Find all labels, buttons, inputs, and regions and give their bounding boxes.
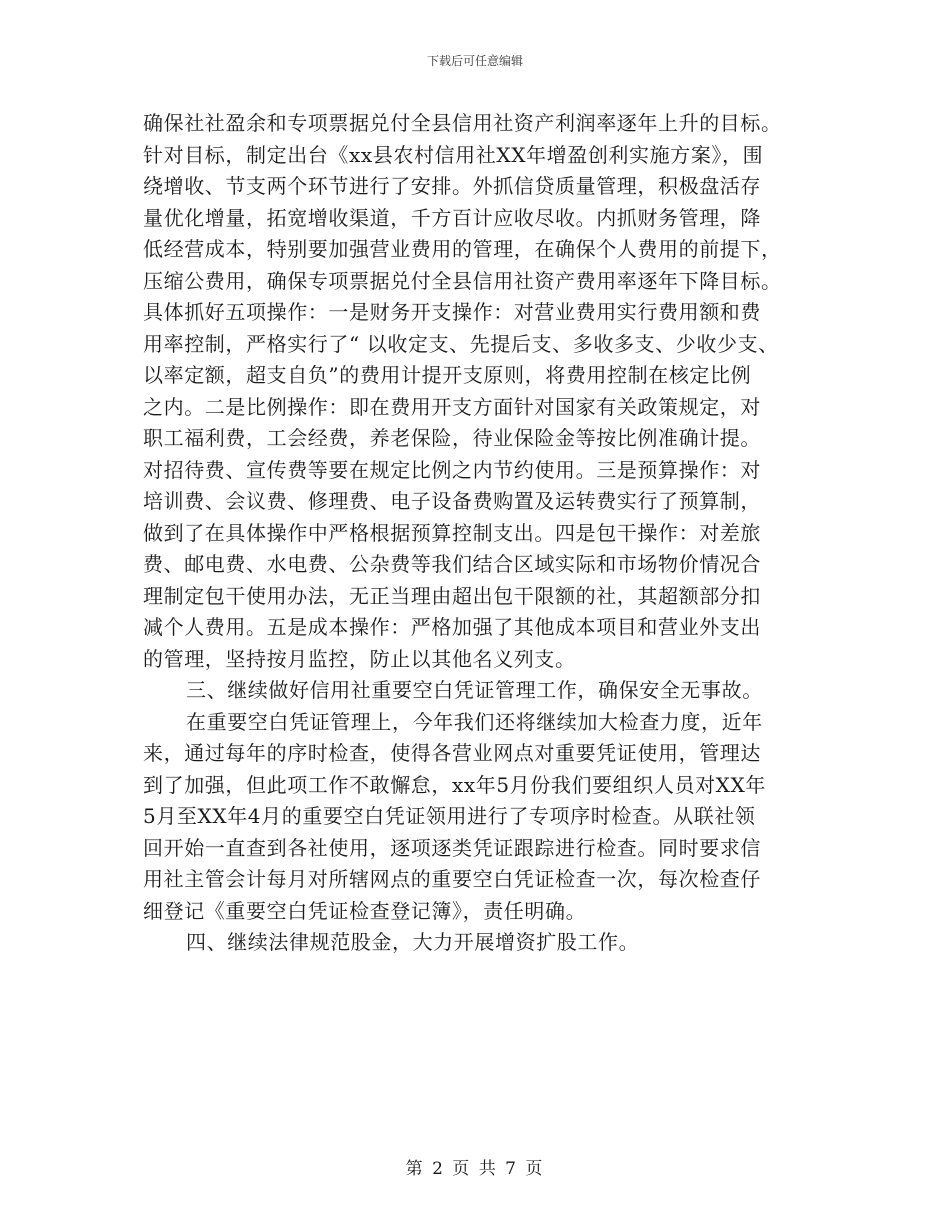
text-line: 压缩公费用，确保专项票据兑付全县信用社资产费用率逐年下降目标。 <box>143 268 782 293</box>
text-line: 培训费、会议费、修理费、电子设备费购置及运转费实行了预算制， <box>143 489 761 513</box>
text-line: 四、继续法律规范股金，大力开展增资扩股工作。 <box>186 930 640 954</box>
text-line: 用社主管会计每月对所辖网点的重要空白凭证检查一次，每次检查仔 <box>143 867 761 891</box>
text-line: 低经营成本，特别要加强营业费用的管理，在确保个人费用的前提下， <box>143 237 782 261</box>
text-line: 用率控制，严格实行了“ 以收定支、先提后支、多收多支、少收少支、 <box>143 331 779 356</box>
page-header: 下载后可任意编辑 <box>426 54 523 68</box>
text-line: 以率定额，超支自负”的费用计提开支原则，将费用控制在核定比例 <box>143 363 752 387</box>
text-line: 三、继续做好信用社重要空白凭证管理工作，确保安全无事故。 <box>186 678 763 702</box>
text-line: 具体抓好五项操作：一是财务开支操作：对营业费用实行费用额和费 <box>143 300 761 324</box>
text-line: 细登记《重要空白凭证检查登记簿》，责任明确。 <box>143 898 587 923</box>
text-line: 确保社社盈余和专项票据兑付全县信用社资产利润率逐年上升的目标。 <box>143 111 782 135</box>
text-line: 理制定包干使用办法，无正当理由超出包干限额的社，其超额部分扣 <box>143 583 761 608</box>
text-line: 量优化增量，拓宽增收渠道，千方百计应收尽收。内抓财务管理，降 <box>143 205 761 230</box>
text-line: 来，通过每年的序时检查，使得各营业网点对重要凭证使用，管理达 <box>143 741 761 765</box>
page-footer: 第 2 页 共 7 页 <box>405 1159 545 1179</box>
text-line: 针对目标，制定出台《xx县农村信用社XX年增盈创利实施方案》，围 <box>143 142 764 167</box>
text-line: 的管理，坚持按月监控，防止以其他名义列支。 <box>143 646 576 671</box>
text-line: 5月至XX年4月的重要空白凭证领用进行了专项序时检查。从联社领 <box>143 804 756 828</box>
text-line: 费、邮电费、水电费、公杂费等我们结合区域实际和市场物价情况合 <box>143 552 761 576</box>
text-line: 在重要空白凭证管理上，今年我们还将继续加大检查力度，近年 <box>186 709 763 734</box>
text-line: 职工福利费，工会经费，养老保险，待业保险金等按比例准确计提。 <box>143 426 761 450</box>
text-line: 之内。二是比例操作：即在费用开支方面针对国家有关政策规定，对 <box>143 394 761 419</box>
text-line: 回开始一直查到各社使用，逐项逐类凭证跟踪进行检查。同时要求信 <box>143 835 761 860</box>
text-line: 减个人费用。五是成本操作：严格加强了其他成本项目和营业外支出 <box>143 615 761 639</box>
text-line: 绕增收、节支两个环节进行了安排。外抓信贷质量管理，积极盘活存 <box>143 174 761 198</box>
text-line: 对招待费、宣传费等要在规定比例之内节约使用。三是预算操作：对 <box>143 457 761 482</box>
text-line: 到了加强，但此项工作不敢懈怠，xx年5月份我们要组织人员对XX年 <box>143 772 766 797</box>
document-body <box>143 108 843 959</box>
text-line: 做到了在具体操作中严格根据预算控制支出。四是包干操作：对差旅 <box>143 520 761 545</box>
